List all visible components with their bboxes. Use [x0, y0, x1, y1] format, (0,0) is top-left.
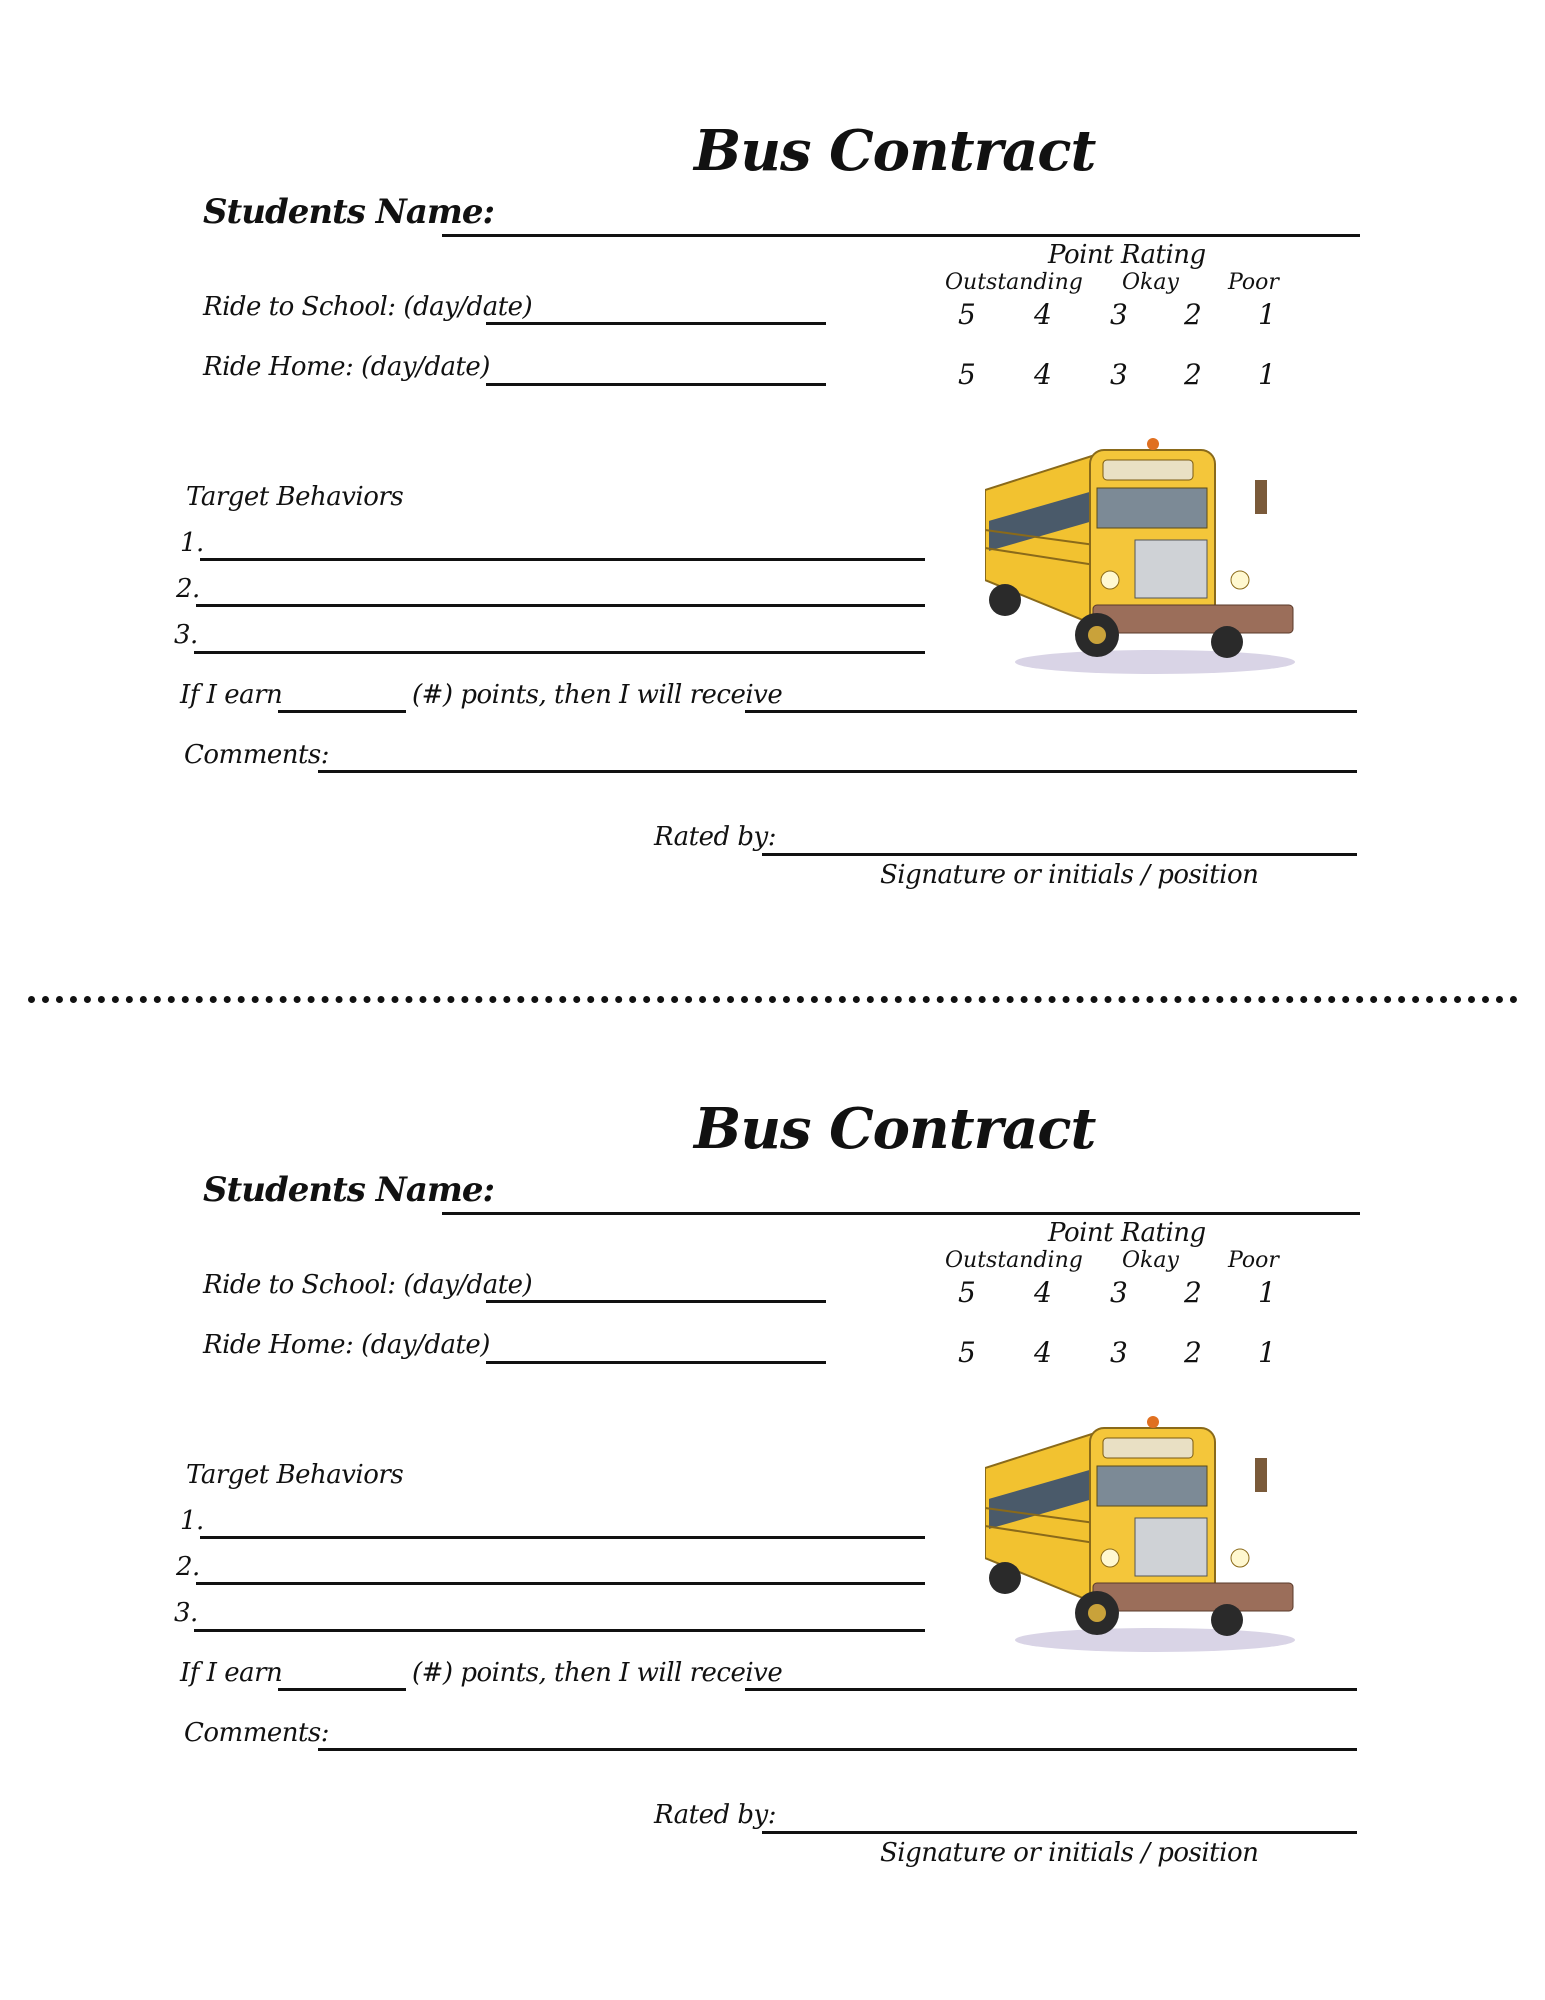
rating-school-1[interactable]: 1 [1258, 1276, 1276, 1309]
behavior-2-field[interactable] [196, 604, 925, 607]
point-rating-label: Point Rating [1048, 240, 1206, 270]
bus-grille [1135, 540, 1207, 598]
rating-home-3[interactable]: 3 [1110, 358, 1128, 391]
contract-title: Bus Contract [694, 118, 1096, 184]
comments-field[interactable] [318, 770, 1357, 773]
rating-school-2[interactable]: 2 [1184, 1276, 1202, 1309]
behavior-number-1: 1. [180, 1506, 204, 1536]
bus-headlight-right [1231, 571, 1249, 589]
contract-title: Bus Contract [694, 1096, 1096, 1162]
rating-school-5[interactable]: 5 [958, 1276, 976, 1309]
bus-contract-2 [0, 978, 1545, 1958]
bus-shadow [1015, 650, 1295, 674]
ride-home-label: Ride Home: (day/date) [203, 1330, 490, 1360]
comments-field[interactable] [318, 1748, 1357, 1751]
bus-headlight-right [1231, 1549, 1249, 1567]
reward-field[interactable] [745, 1688, 1357, 1691]
rating-school-4[interactable]: 4 [1034, 1276, 1052, 1309]
ride-to-school-field[interactable] [486, 1300, 826, 1303]
students-name-label: Students Name: [203, 192, 495, 232]
rating-home-4[interactable]: 4 [1034, 1336, 1052, 1369]
behavior-number-3: 3. [174, 620, 198, 650]
points-then-label: (#) points, then I will receive [412, 1658, 783, 1688]
behavior-number-3: 3. [174, 1598, 198, 1628]
scale-outstanding: Outstanding [945, 270, 1083, 295]
target-behaviors-label: Target Behaviors [186, 1460, 404, 1490]
scale-okay: Okay [1122, 270, 1179, 295]
comments-label: Comments: [184, 1718, 330, 1748]
rating-home-5[interactable]: 5 [958, 358, 976, 391]
rating-home-4[interactable]: 4 [1034, 358, 1052, 391]
school-bus-illustration [985, 1408, 1295, 1658]
rating-home-2[interactable]: 2 [1184, 1336, 1202, 1369]
rating-school-1[interactable]: 1 [1258, 298, 1276, 331]
rated-by-label: Rated by: [654, 822, 777, 852]
rating-home-1[interactable]: 1 [1258, 358, 1276, 391]
ride-home-field[interactable] [486, 383, 826, 386]
bus-headlight-left [1101, 1549, 1119, 1567]
rated-by-label: Rated by: [654, 1800, 777, 1830]
bus-wheel-rear [989, 584, 1021, 616]
bus-bumper [1093, 605, 1293, 633]
behavior-number-2: 2. [176, 1552, 200, 1582]
points-field[interactable] [278, 710, 406, 713]
rating-school-5[interactable]: 5 [958, 298, 976, 331]
rating-home-3[interactable]: 3 [1110, 1336, 1128, 1369]
ride-home-field[interactable] [486, 1361, 826, 1364]
rating-home-5[interactable]: 5 [958, 1336, 976, 1369]
bus-wheel-right [1211, 1604, 1243, 1636]
ride-to-school-field[interactable] [486, 322, 826, 325]
behavior-number-1: 1. [180, 528, 204, 558]
students-name-field[interactable] [442, 234, 1360, 237]
comments-label: Comments: [184, 740, 330, 770]
bus-hub-front [1088, 1604, 1106, 1622]
bus-sign [1103, 1438, 1193, 1458]
behavior-number-2: 2. [176, 574, 200, 604]
behavior-3-field[interactable] [194, 1629, 925, 1632]
scale-outstanding: Outstanding [945, 1248, 1083, 1273]
bus-mirror [1255, 480, 1267, 514]
if-i-earn-label: If I earn [180, 1658, 283, 1688]
bus-roof-light [1147, 1416, 1159, 1428]
rated-by-field[interactable] [762, 1831, 1357, 1834]
rating-school-4[interactable]: 4 [1034, 298, 1052, 331]
rating-school-2[interactable]: 2 [1184, 298, 1202, 331]
ride-to-school-label: Ride to School: (day/date) [203, 1270, 533, 1300]
bus-windshield [1097, 1466, 1207, 1506]
ride-to-school-label: Ride to School: (day/date) [203, 292, 533, 322]
scale-poor: Poor [1228, 1248, 1279, 1273]
target-behaviors-label: Target Behaviors [186, 482, 404, 512]
bus-wheel-rear [989, 1562, 1021, 1594]
bus-hub-front [1088, 626, 1106, 644]
rating-home-2[interactable]: 2 [1184, 358, 1202, 391]
students-name-label: Students Name: [203, 1170, 495, 1210]
behavior-1-field[interactable] [200, 1536, 925, 1539]
bus-contract-1 [0, 0, 1545, 980]
behavior-1-field[interactable] [200, 558, 925, 561]
bus-wheel-right [1211, 626, 1243, 658]
ride-home-label: Ride Home: (day/date) [203, 352, 490, 382]
rating-school-3[interactable]: 3 [1110, 298, 1128, 331]
signature-caption: Signature or initials / position [880, 860, 1259, 890]
rated-by-field[interactable] [762, 853, 1357, 856]
behavior-3-field[interactable] [194, 651, 925, 654]
bus-windshield [1097, 488, 1207, 528]
bus-grille [1135, 1518, 1207, 1576]
bus-shadow [1015, 1628, 1295, 1652]
bus-headlight-left [1101, 571, 1119, 589]
points-field[interactable] [278, 1688, 406, 1691]
students-name-field[interactable] [442, 1212, 1360, 1215]
school-bus-illustration [985, 430, 1295, 680]
rating-home-1[interactable]: 1 [1258, 1336, 1276, 1369]
points-then-label: (#) points, then I will receive [412, 680, 783, 710]
scale-poor: Poor [1228, 270, 1279, 295]
bus-mirror [1255, 1458, 1267, 1492]
bus-sign [1103, 460, 1193, 480]
bus-roof-light [1147, 438, 1159, 450]
bus-bumper [1093, 1583, 1293, 1611]
signature-caption: Signature or initials / position [880, 1838, 1259, 1868]
reward-field[interactable] [745, 710, 1357, 713]
if-i-earn-label: If I earn [180, 680, 283, 710]
behavior-2-field[interactable] [196, 1582, 925, 1585]
scale-okay: Okay [1122, 1248, 1179, 1273]
rating-school-3[interactable]: 3 [1110, 1276, 1128, 1309]
point-rating-label: Point Rating [1048, 1218, 1206, 1248]
